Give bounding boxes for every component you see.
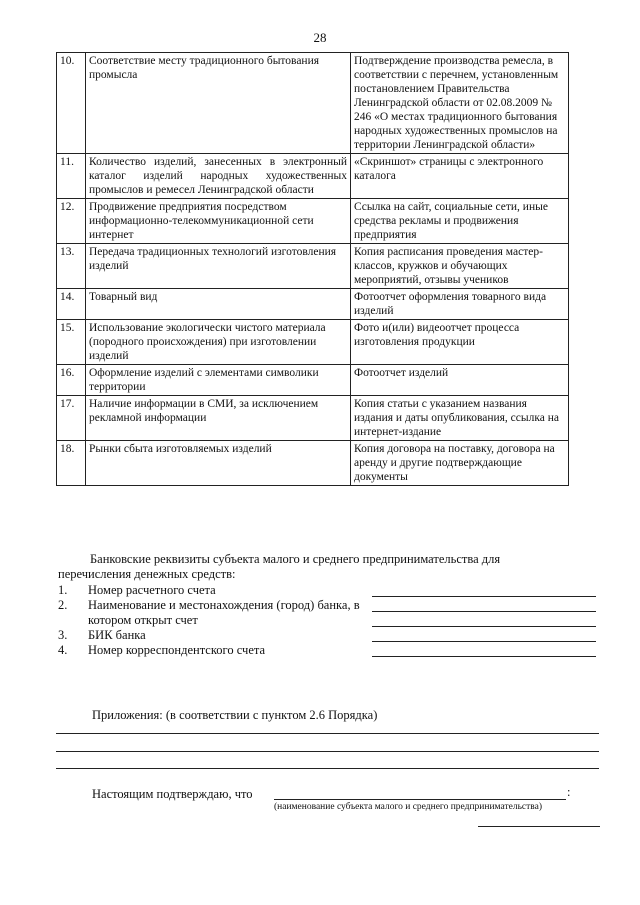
criterion-cell: Продвижение предприятия посредством информационно-телекоммуникационной сети интернет	[86, 199, 351, 244]
row-number: 17.	[57, 396, 86, 441]
list-item	[58, 628, 598, 643]
criterion-cell: Количество изделий, занесенных в электронный каталог изделий народных художественных промыслов и ремесел Ленинградской области	[86, 154, 351, 199]
confirmation-cell: Подтверждение производства ремесла, в соответствии с перечнем, установленным постановлением Правительства Ленинградской области от 02.08.2009 № 246 «О местах традиционного бытования народных художественных промыслов на территории Ленинградской области»	[351, 53, 569, 154]
table-row	[57, 154, 569, 199]
criterion-cell: Оформление изделий с элементами символики территории	[86, 365, 351, 396]
list-item-number: 4.	[58, 643, 68, 657]
table-row	[57, 244, 569, 289]
confirmation-cell: Фотоотчет оформления товарного вида изделий	[351, 289, 569, 320]
entity-name-caption: (наименование субъекта малого и среднего предпринимательства)	[274, 802, 543, 812]
account-number-field[interactable]	[372, 596, 596, 597]
criterion-cell: Соответствие месту традиционного бытования промысла	[86, 53, 351, 154]
list-item-number: 3.	[58, 628, 68, 642]
attachments-title: Приложения: (в соответствии с пунктом 2.6 Порядка)	[92, 708, 378, 722]
bank-details-list	[58, 583, 598, 658]
bank-name-field[interactable]	[372, 611, 596, 612]
criterion-cell: Передача традиционных технологий изготовления изделий	[86, 244, 351, 289]
list-item-label: Наименование и местонахождения (город) банка, в котором открыт счет	[88, 598, 360, 627]
entity-name-field[interactable]	[274, 799, 566, 800]
criteria-table	[56, 52, 569, 486]
confirmation-cell: Копия договора на поставку, договора на аренду и другие подтверждающие документы	[351, 441, 569, 486]
confirmation-colon: :	[567, 785, 571, 799]
criterion-cell: Наличие информации в СМИ, за исключением рекламной информации	[86, 396, 351, 441]
list-item-label: Номер корреспондентского счета	[88, 643, 266, 657]
table-row	[57, 396, 569, 441]
confirmation-cell: Копия статьи с указанием названия издания и даты опубликования, ссылка на интернет-издание	[351, 396, 569, 441]
criterion-cell: Товарный вид	[86, 289, 351, 320]
bank-intro-line: Банковские реквизиты субъекта малого и среднего предпринимательства для	[90, 552, 501, 566]
table-row	[57, 53, 569, 154]
signature-line[interactable]	[478, 826, 600, 827]
attachments-line[interactable]	[56, 768, 599, 769]
bank-intro-line: перечисления денежных средств:	[58, 567, 236, 581]
list-item-label: БИК банка	[88, 628, 146, 642]
list-item-label: Номер расчетного счета	[88, 583, 216, 597]
page-number: 28	[313, 30, 327, 45]
table-row	[57, 199, 569, 244]
criterion-cell: Рынки сбыта изготовляемых изделий	[86, 441, 351, 486]
list-item-number: 1.	[58, 583, 68, 597]
confirmation-cell: «Скриншот» страницы с электронного каталога	[351, 154, 569, 199]
list-item-number: 2.	[58, 598, 68, 612]
list-item	[58, 583, 598, 598]
row-number: 18.	[57, 441, 86, 486]
confirmation-cell: Фотоотчет изделий	[351, 365, 569, 396]
row-number: 16.	[57, 365, 86, 396]
bik-field[interactable]	[372, 641, 596, 642]
table-row	[57, 365, 569, 396]
list-item	[58, 598, 598, 628]
row-number: 10.	[57, 53, 86, 154]
row-number: 12.	[57, 199, 86, 244]
row-number: 15.	[57, 320, 86, 365]
row-number: 13.	[57, 244, 86, 289]
criterion-cell: Использование экологически чистого материала (породного происхождения) при изготовлении изделий	[86, 320, 351, 365]
table-row	[57, 289, 569, 320]
bank-details-intro	[58, 552, 592, 582]
confirmation-cell: Ссылка на сайт, социальные сети, иные средства рекламы и продвижения предприятия	[351, 199, 569, 244]
attachments-line[interactable]	[56, 751, 599, 752]
table-row	[57, 441, 569, 486]
attachments-line[interactable]	[56, 733, 599, 734]
confirmation-text: Настоящим подтверждаю, что	[92, 787, 253, 801]
correspondent-account-field[interactable]	[372, 656, 596, 657]
row-number: 14.	[57, 289, 86, 320]
confirmation-cell: Фото и(или) видеоотчет процесса изготовления продукции	[351, 320, 569, 365]
confirmation-cell: Копия расписания проведения мастер-классов, кружков и обучающих мероприятий, отзывы учеников	[351, 244, 569, 289]
table-row	[57, 320, 569, 365]
list-item	[58, 643, 598, 658]
bank-location-field[interactable]	[372, 626, 596, 627]
row-number: 11.	[57, 154, 86, 199]
